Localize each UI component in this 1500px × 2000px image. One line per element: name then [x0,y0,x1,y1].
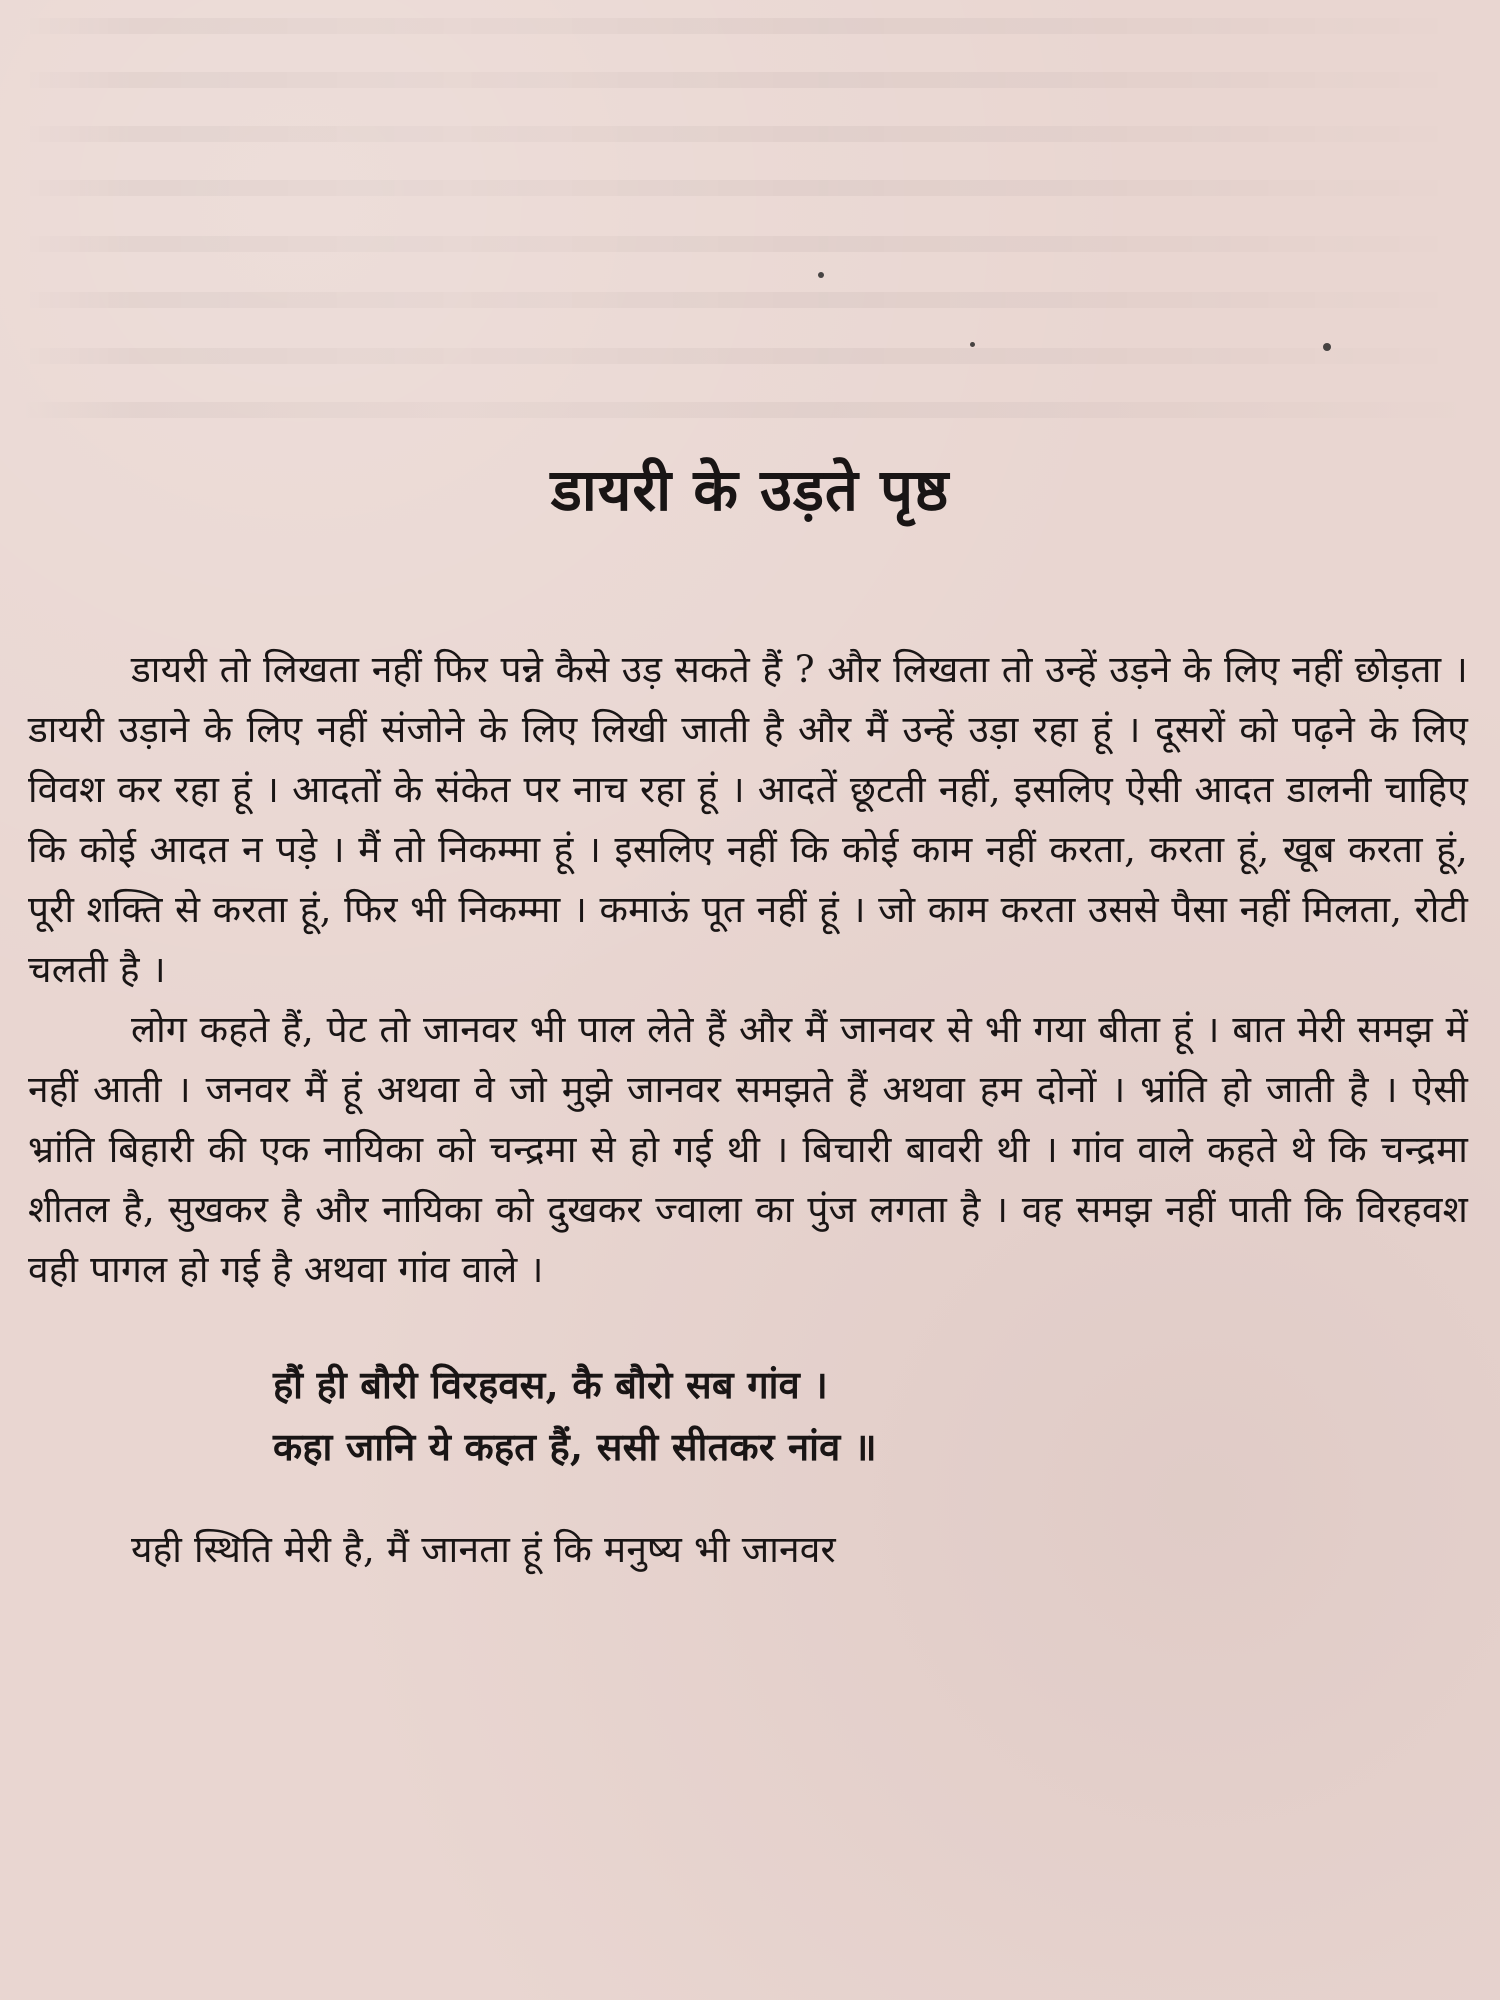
main-text [28,640,1468,1580]
final-line: यही स्थिति मेरी है, मैं जानता हूं कि मनुष्य भी जानवर [131,1528,836,1571]
paper-speck [1323,343,1331,351]
paragraph-1: डायरी तो लिखता नहीं फिर पन्ने कैसे उड़ सकते हैं ? और लिखता तो उन्हें उड़ने के लिए नहीं छोड़ता । डायरी उड़ाने के लिए नहीं संजोने के लिए लिखी जाती है और मैं उन्हें उड़ा रहा हूं । दूसरों को पढ़ने के लिए विवश कर रहा हूं । आदतों के संकेत पर नाच रहा हूं । आदतें छूटती नहीं, इसलिए ऐसी आदत डालनी चाहिए कि कोई आदत न पड़े । मैं तो निकम्मा हूं । इसलिए नहीं कि कोई काम नहीं करता, करता हूं, खूब करता हूं, पूरी शक्ति से करता हूं, फिर भी निकम्मा । कमाऊं पूत नहीं हूं । जो काम करता उससे पैसा नहीं मिलता, रोटी चलती है । [28,648,1468,991]
paper-speck [970,342,975,347]
paragraph-2: लोग कहते हैं, पेट तो जानवर भी पाल लेते हैं और मैं जानवर से भी गया बीता हूं । बात मेरी समझ में नहीं आती । जनवर मैं हूं अथवा वे जो मुझे जानवर समझते हैं अथवा हम दोनों । भ्रांति हो जाती है । ऐसी भ्रांति बिहारी की एक नायिका को चन्द्रमा से हो गई थी । बिचारी बावरी थी । गांव वाले कहते थे कि चन्द्रमा शीतल है, सुखकर है और नायिका को दुखकर ज्वाला का पुंज लगता है । वह समझ नहीं पाती कि विरहवश वही पागल हो गई है अथवा गांव वाले । [28,1008,1468,1291]
couplet [273,1354,1468,1478]
couplet-line-2: कहा जानि ये कहत हैं, ससी सीतकर नांव ॥ [273,1424,877,1469]
page-title: डायरी के उड़ते पृष्ठ [550,456,950,524]
bleed-through-text [0,0,1500,430]
couplet-line-1: हौं ही बौरी विरहवस, कै बौरो सब गांव । [273,1362,828,1407]
paper-speck [818,272,824,278]
